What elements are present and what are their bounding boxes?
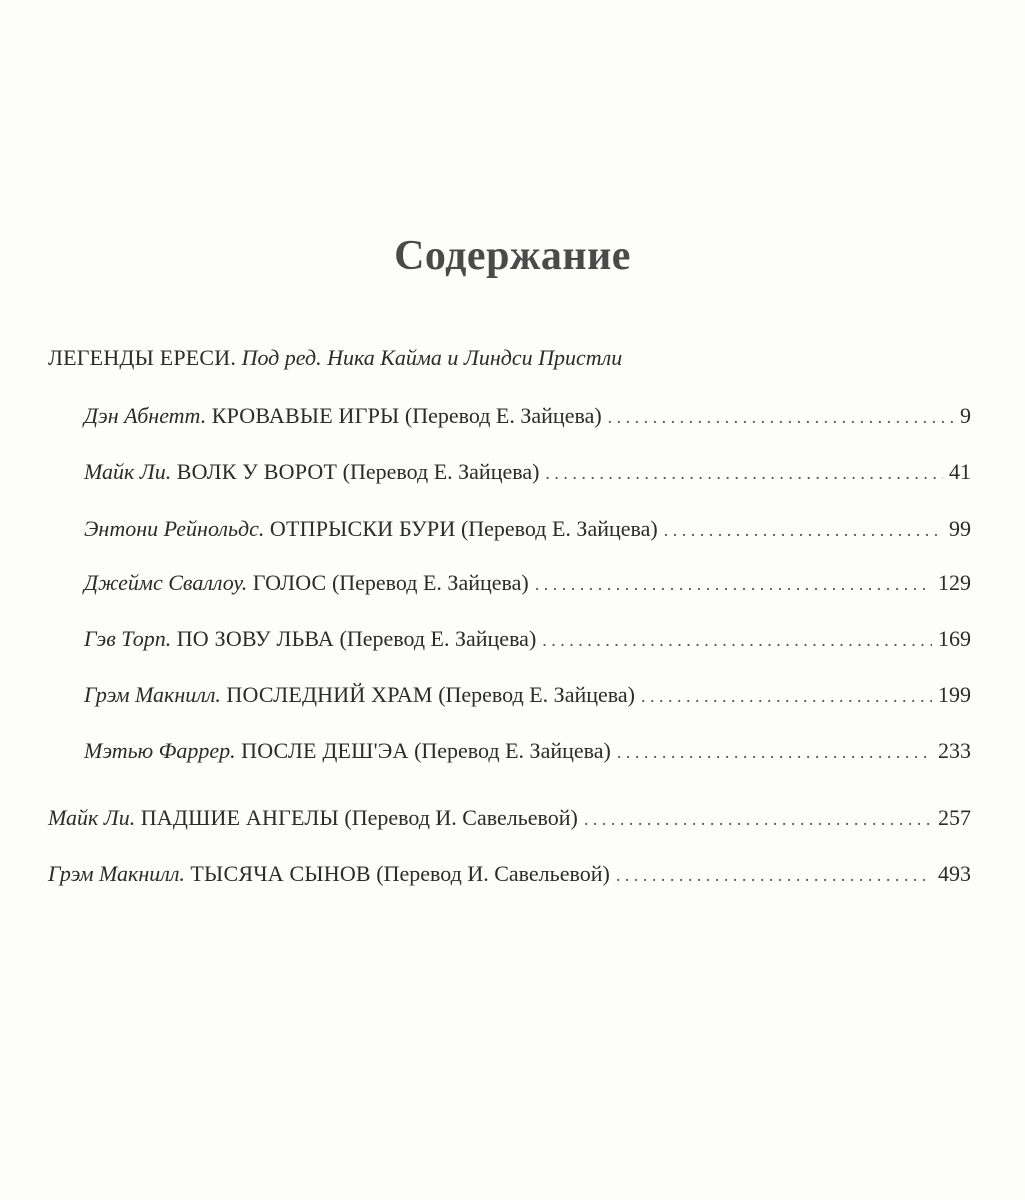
entry-title: КРОВАВЫЕ ИГРЫ	[211, 403, 400, 428]
entry-translator: (Перевод Е. Зайцева)	[404, 403, 602, 428]
toc-entry	[84, 679, 971, 711]
entry-translator: (Перевод Е. Зайцева)	[438, 682, 635, 707]
entry-page-number: 9	[960, 403, 971, 428]
entry-translator: (Перевод Е. Зайцева)	[460, 516, 658, 541]
entry-page-number: 493	[938, 861, 971, 886]
entry-page-number: 41	[949, 459, 971, 484]
dot-leader	[535, 568, 932, 600]
entry-author: Гэв Торп.	[84, 626, 172, 651]
entry-page-number: 233	[938, 738, 971, 763]
toc-entry	[84, 567, 971, 599]
entry-page-number: 99	[949, 516, 971, 541]
entry-title: ОТПРЫСКИ БУРИ	[269, 516, 456, 541]
entry-author: Джеймс Сваллоу.	[84, 570, 248, 595]
entry-title: ПО ЗОВУ ЛЬВА	[176, 626, 334, 651]
toc-entry	[84, 623, 971, 655]
dot-leader	[545, 457, 943, 489]
dot-leader	[542, 624, 932, 656]
entry-translator: (Перевод Е. Зайцева)	[342, 459, 540, 484]
dot-leader	[584, 803, 932, 835]
section-editor: Под ред. Ника Кайма и Линдси Пристли	[241, 345, 623, 370]
entry-author: Майк Ли.	[48, 805, 136, 830]
page-title: Содержание	[394, 233, 631, 279]
toc-entry	[48, 802, 971, 834]
toc-entry	[84, 735, 971, 767]
entry-title: ПОСЛЕДНИЙ ХРАМ	[226, 682, 433, 707]
dot-leader	[616, 859, 932, 891]
section-title: ЛЕГЕНДЫ ЕРЕСИ.	[48, 345, 237, 370]
dot-leader	[608, 401, 954, 433]
entry-translator: (Перевод Е. Зайцева)	[339, 626, 537, 651]
dot-leader	[641, 680, 932, 712]
entry-title: ПОСЛЕ ДЕШ'ЭА	[241, 738, 409, 763]
toc-entry	[84, 400, 971, 432]
entry-translator: (Перевод И. Савельевой)	[344, 805, 578, 830]
toc-entry	[84, 513, 971, 545]
entry-author: Грэм Макнилл.	[84, 682, 221, 707]
entry-translator: (Перевод И. Савельевой)	[376, 861, 610, 886]
entry-page-number: 199	[938, 682, 971, 707]
entry-page-number: 257	[938, 805, 971, 830]
dot-leader	[617, 736, 932, 768]
entry-title: ГОЛОС	[252, 570, 327, 595]
entry-author: Дэн Абнетт.	[84, 403, 207, 428]
entry-translator: (Перевод Е. Зайцева)	[414, 738, 611, 763]
entry-author: Мэтью Фаррер.	[84, 738, 236, 763]
entry-page-number: 169	[938, 626, 971, 651]
entry-title: ВОЛК У ВОРОТ	[176, 459, 338, 484]
entry-translator: (Перевод Е. Зайцева)	[331, 570, 529, 595]
toc-entry	[48, 858, 971, 890]
toc-entry	[84, 456, 971, 488]
entry-author: Майк Ли.	[84, 459, 172, 484]
entry-title: ПАДШИЕ АНГЕЛЫ	[140, 805, 339, 830]
entry-title: ТЫСЯЧА СЫНОВ	[190, 861, 371, 886]
toc-section-heading	[48, 342, 971, 374]
entry-author: Грэм Макнилл.	[48, 861, 185, 886]
entry-page-number: 129	[938, 570, 971, 595]
dot-leader	[664, 514, 943, 546]
entry-author: Энтони Рейнольдс.	[84, 516, 265, 541]
